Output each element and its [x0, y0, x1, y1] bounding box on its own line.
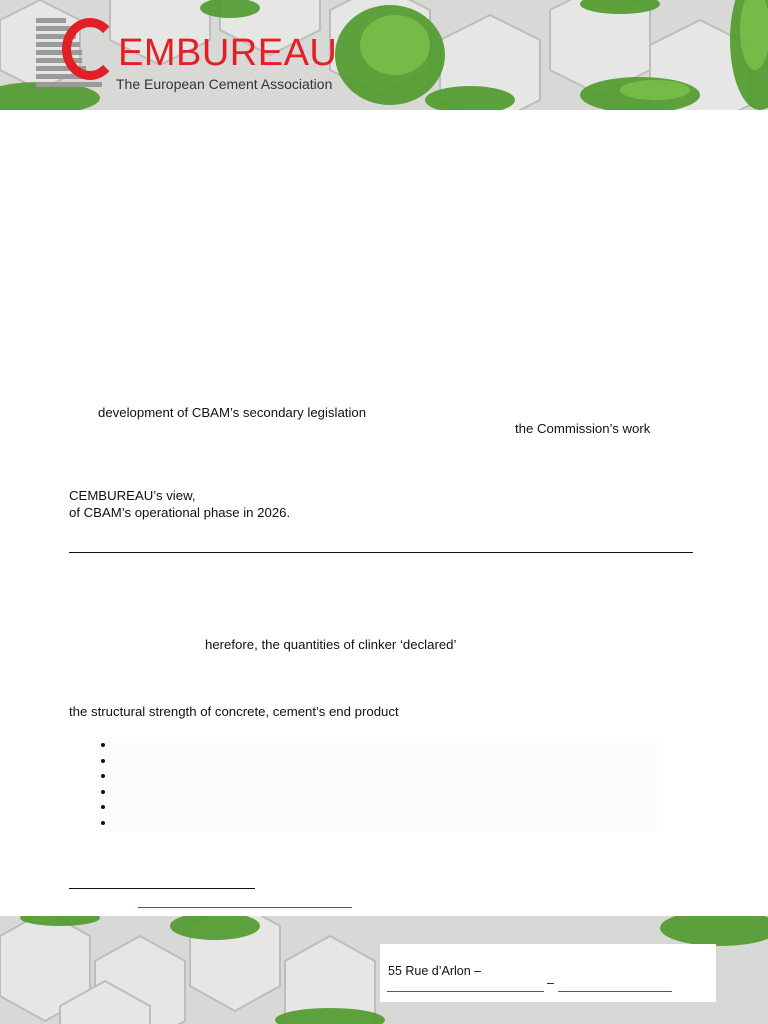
bullet-list [97, 738, 657, 832]
footnote-separator [69, 888, 255, 889]
address-box [380, 944, 716, 1002]
list-item [97, 800, 657, 816]
section-divider [69, 552, 693, 553]
logo-wordmark: EMBUREAU [118, 32, 338, 74]
footnote-link[interactable] [138, 907, 352, 908]
address-link-2[interactable] [558, 991, 672, 992]
text-line-cembureau-view: CEMBUREAU’s view, [69, 488, 196, 503]
text-line-clinker-declared: herefore, the quantities of clinker ‘declared’ [205, 637, 457, 652]
address-link-1[interactable] [387, 991, 544, 992]
list-item [97, 754, 657, 770]
list-item [97, 785, 657, 801]
text-line-operational-phase: of CBAM’s operational phase in 2026. [69, 505, 291, 520]
logo-c-ring [62, 18, 118, 80]
text-line-cbam-legislation: development of CBAM’s secondary legislation [98, 405, 367, 420]
header-banner [0, 0, 768, 110]
list-item [97, 769, 657, 785]
address-separator: – [547, 976, 554, 990]
cembureau-logo [14, 14, 344, 96]
footer-banner [0, 916, 768, 1024]
list-item [97, 816, 657, 832]
text-line-commission-work: the Commission’s work [515, 421, 651, 436]
text-line-structural-strength: the structural strength of concrete, cement’s end product [69, 704, 399, 719]
address-text: 55 Rue d’Arlon – [388, 964, 482, 978]
list-item [97, 738, 657, 754]
logo-subtitle: The European Cement Association [116, 76, 333, 92]
